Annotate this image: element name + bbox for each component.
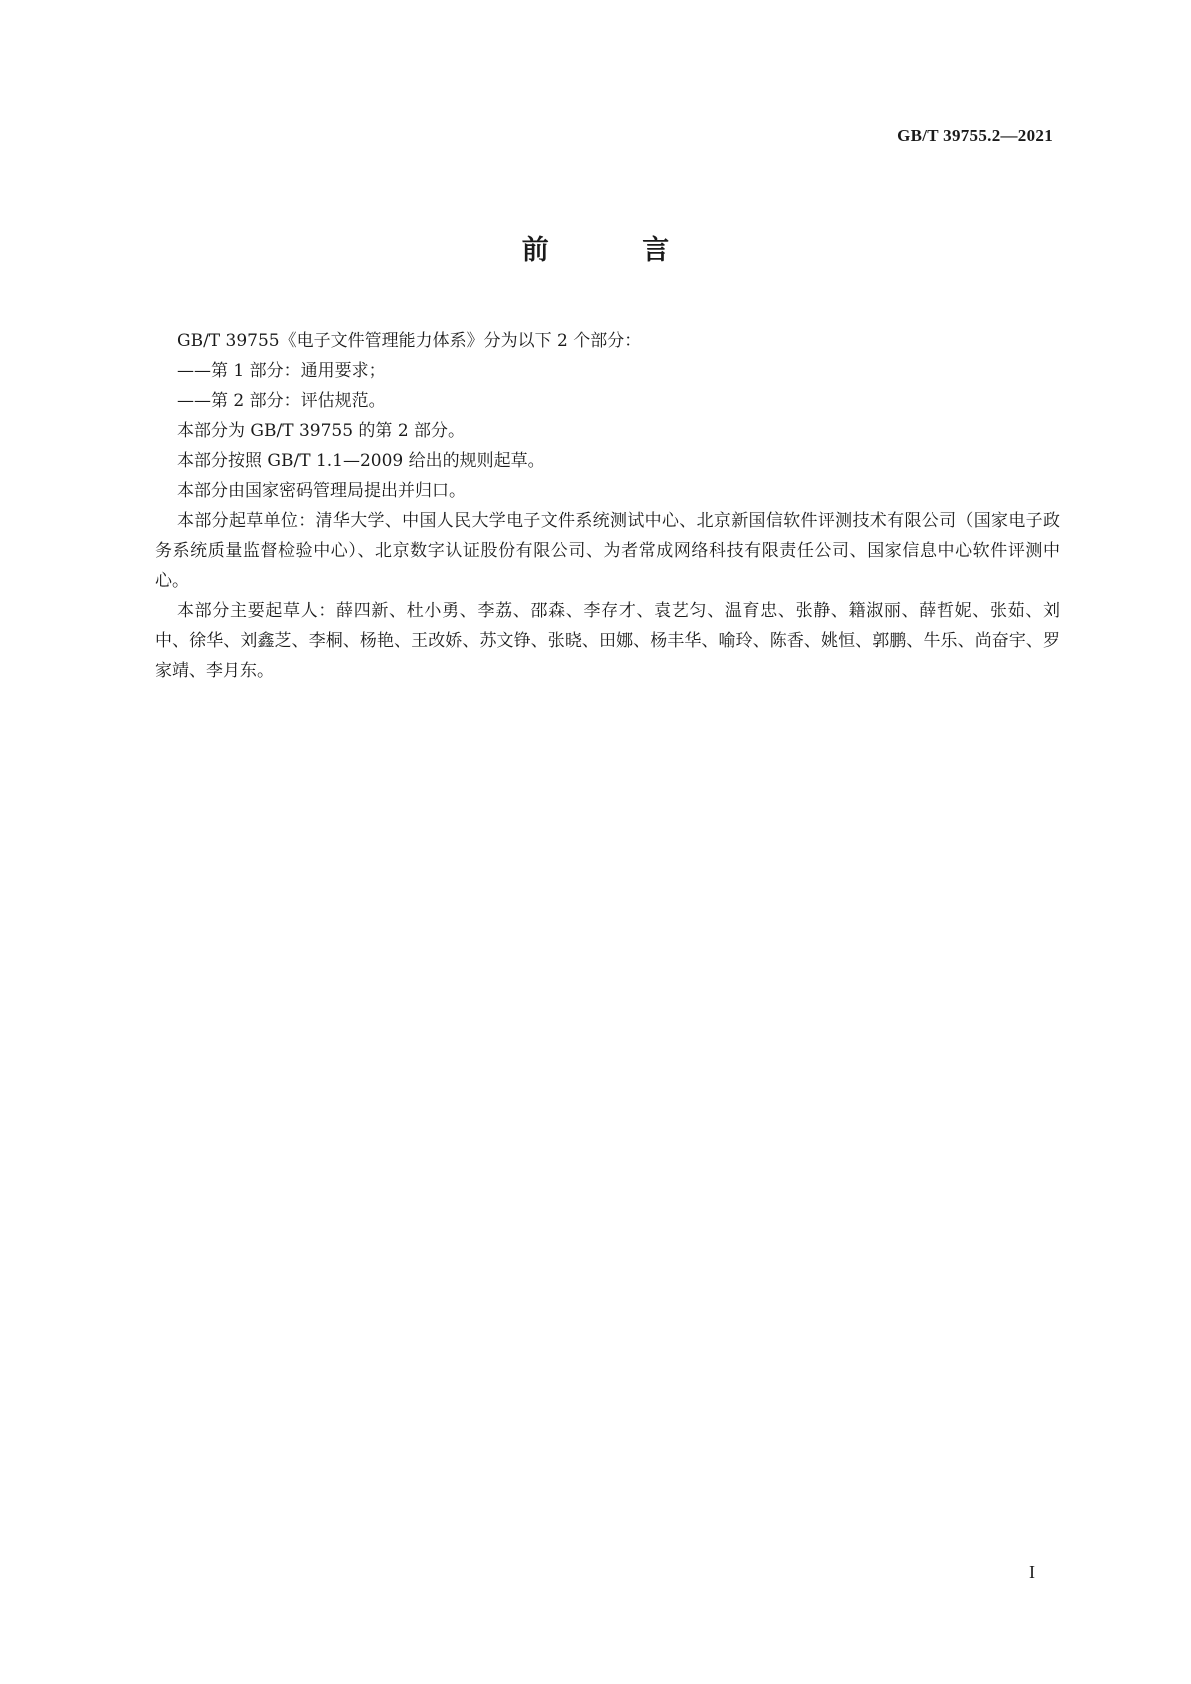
paragraph-drafting-rules: 本部分按照 GB/T 1.1—2009 给出的规则起草。 (177, 451, 545, 471)
standard-code: GB/T 39755.2—2021 (897, 126, 1053, 145)
paragraph-parts-intro: GB/T 39755《电子文件管理能力体系》分为以下 2 个部分： (177, 331, 642, 351)
page-title: 前 言 (521, 235, 712, 266)
paragraph-drafting-units: 本部分起草单位：清华大学、中国人民大学电子文件系统测试中心、北京新国信软件评测技术有限公司（国家电子政务系统质量监督检验中心）、北京数字认证股份有限公司、为者常成网络科技有限责任公司、国家信息中心软件评测中心。 (155, 511, 1060, 591)
body-text (155, 326, 1060, 686)
paragraph-drafters: 本部分主要起草人：薛四新、杜小勇、李荔、邵森、李存才、袁艺匀、温育忠、张静、籍淑丽、薛哲妮、张茹、刘中、徐华、刘鑫芝、李桐、杨艳、王改娇、苏文铮、张晓、田娜、杨丰华、喻玲、陈香、姚恒、郭鹏、牛乐、尚奋宇、罗家靖、李月东。 (155, 601, 1060, 681)
paragraph-part-2: ——第 2 部分：评估规范。 (177, 391, 386, 411)
paragraph-proposer: 本部分由国家密码管理局提出并归口。 (177, 481, 466, 501)
paragraph-part-1: ——第 1 部分：通用要求； (177, 361, 386, 381)
paragraph-this-part: 本部分为 GB/T 39755 的第 2 部分。 (177, 421, 466, 441)
page-number: I (1029, 1562, 1035, 1582)
